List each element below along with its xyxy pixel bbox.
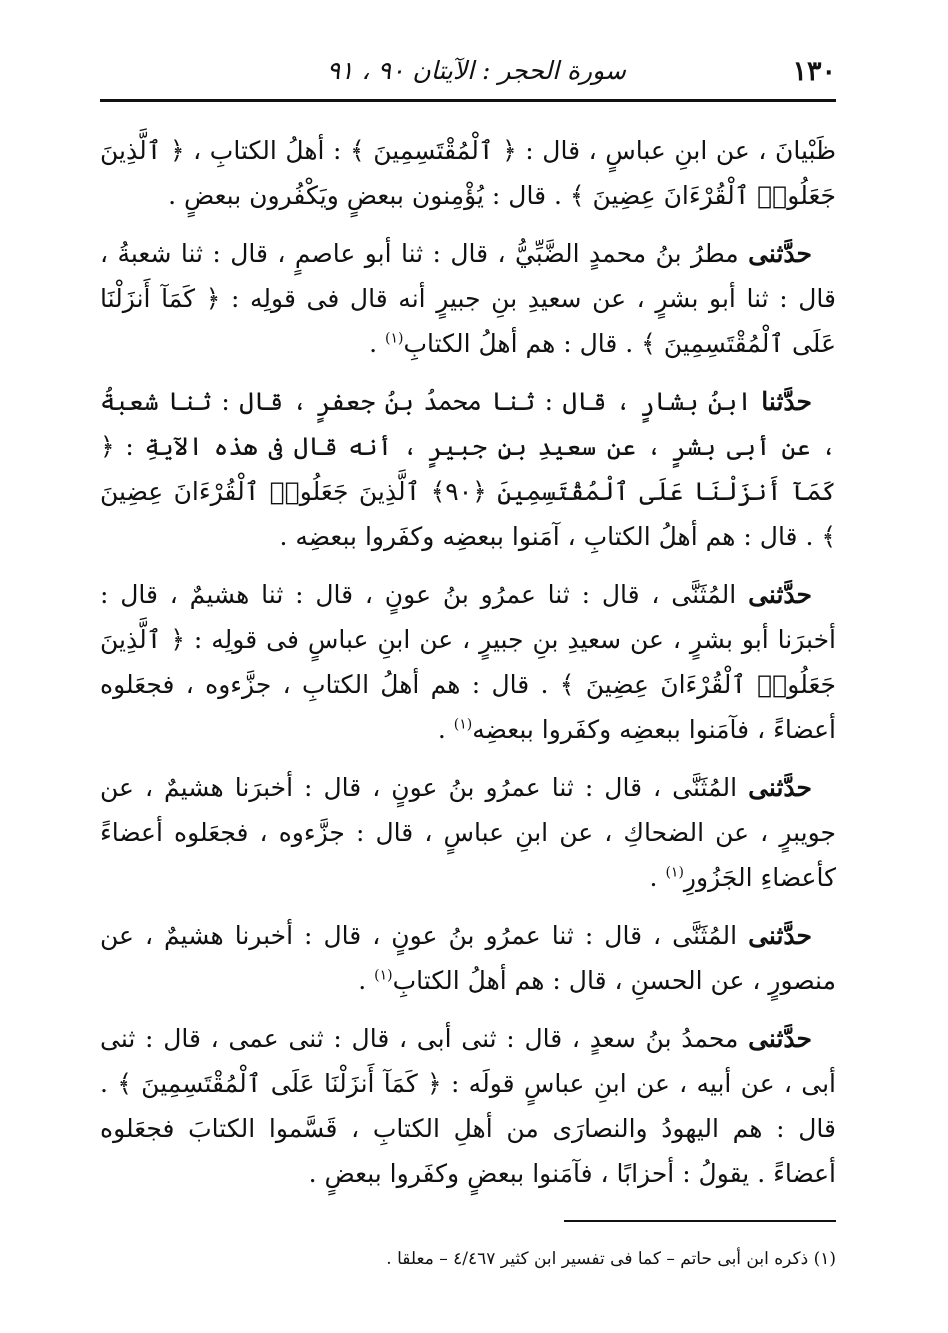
paragraph-text: ظَبْيانَ ، عن ابنِ عباسٍ ، قال : ﴿ ٱلْمُقْتَسِمِينَ ﴾ : أهلُ الكتابِ ، ﴿ ٱلَّذِينَ جَعَلُوا۟ ٱلْقُرْءَانَ عِضِينَ ﴾ . قال : يُؤْمِنون ببعضٍ ويَكْفُرون ببعضٍ . <box>100 136 836 210</box>
paragraph-lead: حدَّثنى <box>748 773 812 802</box>
paragraph <box>100 1016 836 1196</box>
header-rule <box>100 99 836 102</box>
paragraph <box>100 572 836 752</box>
paragraph-lead: حدَّثنا <box>761 387 812 416</box>
footnote-ref: (١) <box>374 967 393 984</box>
paragraph <box>100 913 836 1003</box>
page-body <box>100 128 836 1209</box>
paragraph-lead: حدَّثنى <box>748 921 812 950</box>
paragraph <box>100 379 836 559</box>
paragraph-tail: . <box>369 329 385 358</box>
paragraph-tail: . <box>358 966 375 995</box>
footnote-rule <box>564 1220 836 1222</box>
running-title: سورة الحجر : الآيتان ٩٠ ، ٩١ <box>326 56 626 85</box>
paragraph-lead: حدَّثنى <box>748 580 812 609</box>
paragraph-tail: . <box>437 715 454 744</box>
paragraph <box>100 765 836 900</box>
paragraph-tail: . <box>649 863 666 892</box>
paragraph-text: محمدُ بنُ سعدٍ ، قال : ثنى أبى ، قال : ثنى عمى ، قال : ثنى أبى ، عن أبيه ، عن ابنِ عباسٍ قولَه : ﴿ كَمَآ أَنزَلْنَا عَلَى ٱلْمُقْتَسِمِينَ ﴾ . قال : هم اليهودُ والنصارَى من أهلِ الكتابِ ، قَسَّموا الكتابَ فجعَلوه أعضاءً . يقولُ : أحزابًا ، فآمَنوا ببعضٍ وكفَروا ببعضٍ . <box>100 1024 836 1188</box>
page-number: ١٣٠ <box>792 56 836 87</box>
paragraph-text: مطرُ بنُ محمدٍ الضَّبِّيُّ ، قال : ثنا أبو عاصمٍ ، قال : ثنا شعبةُ ، قال : ثنا أبو بشرٍ ، عن سعيدِ بنِ جبيرٍ أنه قال فى قولِه : ﴿ كَمَآ أَنزَلْنَا عَلَى ٱلْمُقْتَسِمِينَ ﴾ . قال : هم أهلُ الكتابِ <box>100 239 836 358</box>
paragraph-text: المُثَنَّى ، قال : ثنا عمرُو بنُ عونٍ ، قال : أخبرَنا هشيمٌ ، عن جويبرٍ ، عن الضحاكِ ، عن ابنِ عباسٍ ، قال : جزَّءوه ، فجعَلوه أعضاءً كأعضاءِ الجَزُورِ <box>100 773 836 892</box>
footnote-ref: (١) <box>384 330 404 347</box>
footnote: (١) ذكره ابن أبى حاتم – كما فى تفسير ابن كثير ٤/٤٦٧ – معلقا . <box>386 1249 836 1269</box>
page-header <box>100 50 836 94</box>
paragraph-text: ابنُ بشارٍ ، قال : ثنا محمدُ بنُ جعفرٍ ، قال : ثنا شعبةُ ، عن أبى بشرٍ ، عن سعيدِ بنِ جبيرٍ ، أنه قال فى هذه الآيةِ : ﴿ كَمَآ أَنزَلْنَا عَلَى ٱلْمُقْتَسِمِينَ ﴿٩٠﴾ ٱلَّذِينَ جَعَلُوا۟ ٱلْقُرْءَانَ عِضِينَ ﴾ . قال : هم أهلُ الكتابِ ، آمَنوا ببعضِه وكفَروا ببعضِه . <box>100 387 836 551</box>
paragraph-text: المُثَنَّى ، قال : ثنا عمرُو بنُ عونٍ ، قال : ثنا هشيمٌ ، قال : أخبرَنا أبو بشرٍ ، عن سعيدِ بنِ جبيرٍ ، عن ابنِ عباسٍ فى قولِه : ﴿ ٱلَّذِينَ جَعَلُوا۟ ٱلْقُرْءَانَ عِضِينَ ﴾ . قال : هم أهلُ الكتابِ ، جزَّءوه ، فجعَلوه أعضاءً ، فآمَنوا ببعضِه وكفَروا ببعضِه <box>100 580 836 744</box>
paragraph-text: المُثَنَّى ، قال : ثنا عمرُو بنُ عونٍ ، قال : أخبرنا هشيمٌ ، عن منصورٍ ، عن الحسنِ ، قال : هم أهلُ الكتابِ <box>100 921 836 995</box>
footnote-ref: (١) <box>665 864 684 881</box>
footnote-ref: (١) <box>453 716 473 733</box>
paragraph-lead: حدَّثنى <box>748 1024 812 1053</box>
paragraph <box>100 128 836 218</box>
paragraph-lead: حدَّثنى <box>748 239 812 268</box>
paragraph <box>100 231 836 366</box>
